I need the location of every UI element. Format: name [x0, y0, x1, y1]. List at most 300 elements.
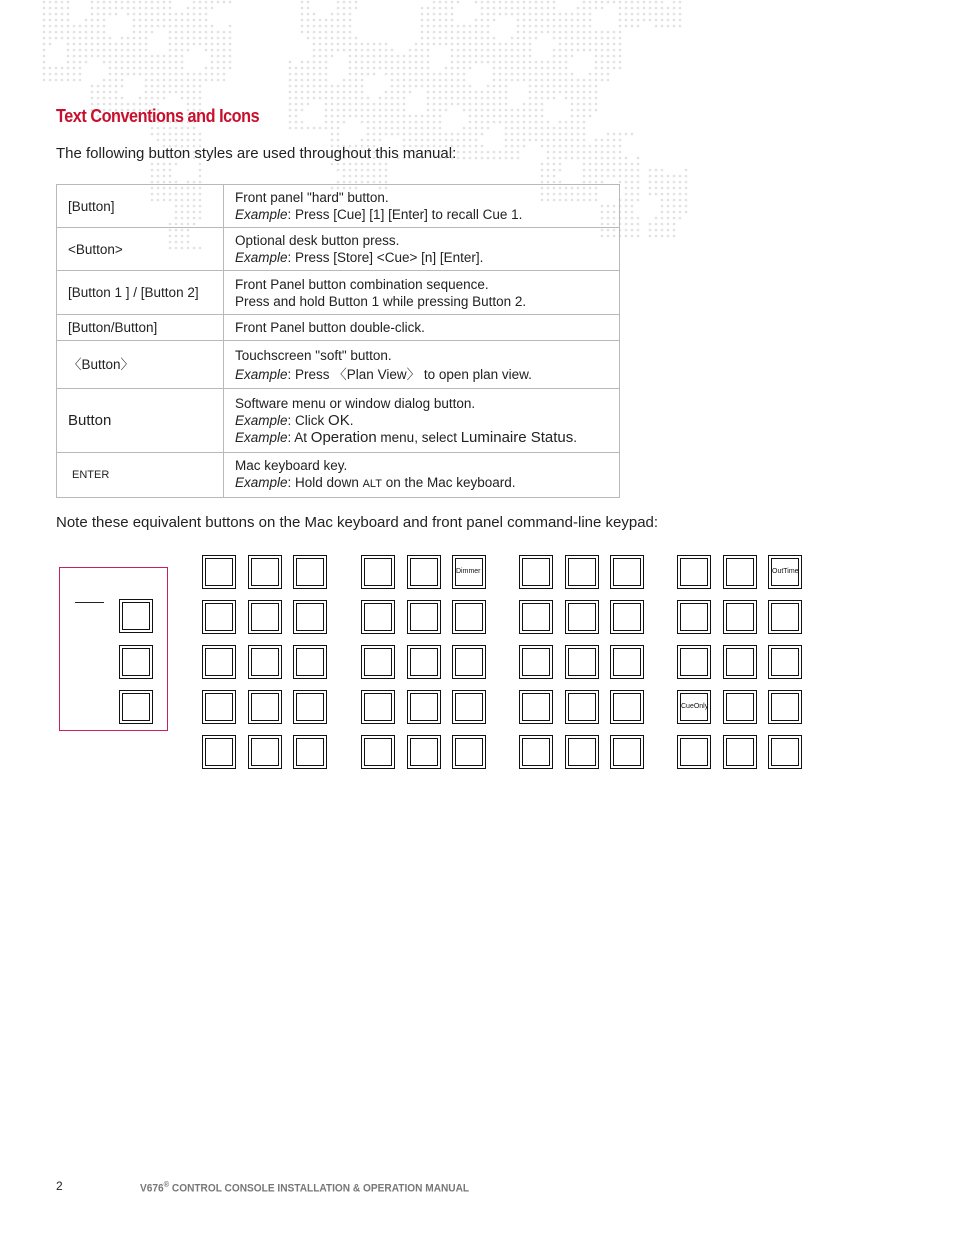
- map-dot: [127, 43, 130, 46]
- map-dot: [49, 7, 52, 10]
- map-dot: [229, 25, 232, 28]
- map-dot: [661, 211, 664, 214]
- map-dot: [505, 13, 508, 16]
- map-dot: [73, 25, 76, 28]
- map-dot: [583, 91, 586, 94]
- map-dot: [625, 133, 628, 136]
- map-dot: [79, 25, 82, 28]
- map-dot: [49, 73, 52, 76]
- keypad-key: [565, 600, 599, 634]
- map-dot: [421, 85, 424, 88]
- map-dot: [289, 127, 292, 130]
- map-dot: [559, 145, 562, 148]
- map-dot: [385, 121, 388, 124]
- map-dot: [619, 31, 622, 34]
- map-dot: [511, 13, 514, 16]
- map-dot: [541, 73, 544, 76]
- map-dot: [367, 175, 370, 178]
- map-dot: [553, 7, 556, 10]
- map-dot: [601, 79, 604, 82]
- map-dot: [583, 37, 586, 40]
- map-dot: [559, 19, 562, 22]
- map-dot: [313, 43, 316, 46]
- map-dot: [361, 115, 364, 118]
- map-dot: [325, 103, 328, 106]
- map-dot: [421, 13, 424, 16]
- map-dot: [547, 169, 550, 172]
- map-dot: [355, 181, 358, 184]
- map-dot: [349, 37, 352, 40]
- map-dot: [529, 121, 532, 124]
- map-dot: [571, 91, 574, 94]
- map-dot: [73, 61, 76, 64]
- map-dot: [589, 103, 592, 106]
- map-dot: [391, 97, 394, 100]
- map-dot: [445, 19, 448, 22]
- keypad-key: [361, 735, 395, 769]
- map-dot: [343, 25, 346, 28]
- map-dot: [523, 121, 526, 124]
- map-dot: [199, 25, 202, 28]
- map-dot: [499, 85, 502, 88]
- map-dot: [571, 109, 574, 112]
- map-dot: [325, 19, 328, 22]
- table-row: [57, 389, 620, 453]
- map-dot: [193, 79, 196, 82]
- map-dot: [67, 1, 70, 4]
- map-dot: [187, 97, 190, 100]
- keypad-key: [519, 690, 553, 724]
- map-dot: [91, 103, 94, 106]
- map-dot: [607, 37, 610, 40]
- map-dot: [625, 217, 628, 220]
- map-dot: [583, 19, 586, 22]
- map-dot: [499, 79, 502, 82]
- map-dot: [487, 31, 490, 34]
- map-dot: [211, 73, 214, 76]
- map-dot: [427, 121, 430, 124]
- map-dot: [193, 1, 196, 4]
- map-dot: [79, 55, 82, 58]
- map-dot: [565, 43, 568, 46]
- map-dot: [487, 37, 490, 40]
- map-dot: [673, 175, 676, 178]
- map-dot: [577, 151, 580, 154]
- map-dot: [91, 43, 94, 46]
- map-dot: [391, 55, 394, 58]
- map-dot: [535, 79, 538, 82]
- map-dot: [541, 61, 544, 64]
- map-dot: [571, 31, 574, 34]
- map-dot: [109, 97, 112, 100]
- map-dot: [109, 67, 112, 70]
- map-dot: [625, 169, 628, 172]
- map-dot: [193, 97, 196, 100]
- map-dot: [535, 37, 538, 40]
- map-dot: [487, 121, 490, 124]
- map-dot: [613, 145, 616, 148]
- keypad-key: [768, 555, 802, 589]
- map-dot: [295, 79, 298, 82]
- map-dot: [553, 157, 556, 160]
- map-dot: [211, 7, 214, 10]
- map-dot: [175, 31, 178, 34]
- map-dot: [349, 55, 352, 58]
- map-dot: [505, 79, 508, 82]
- map-dot: [109, 85, 112, 88]
- map-dot: [619, 139, 622, 142]
- map-dot: [373, 109, 376, 112]
- map-dot: [583, 151, 586, 154]
- map-dot: [139, 13, 142, 16]
- map-dot: [607, 31, 610, 34]
- map-dot: [679, 205, 682, 208]
- map-dot: [673, 19, 676, 22]
- map-dot: [637, 19, 640, 22]
- map-dot: [427, 67, 430, 70]
- map-dot: [205, 25, 208, 28]
- map-dot: [481, 1, 484, 4]
- map-dot: [463, 79, 466, 82]
- map-dot: [97, 25, 100, 28]
- map-dot: [523, 145, 526, 148]
- map-dot: [361, 55, 364, 58]
- map-dot: [49, 31, 52, 34]
- map-dot: [463, 85, 466, 88]
- map-dot: [451, 91, 454, 94]
- map-dot: [547, 181, 550, 184]
- map-dot: [319, 67, 322, 70]
- map-dot: [397, 85, 400, 88]
- map-dot: [595, 91, 598, 94]
- keypad-key: [519, 645, 553, 679]
- map-dot: [571, 25, 574, 28]
- map-dot: [427, 127, 430, 130]
- map-dot: [457, 151, 460, 154]
- map-dot: [313, 31, 316, 34]
- map-dot: [649, 13, 652, 16]
- map-dot: [163, 127, 166, 130]
- map-dot: [289, 91, 292, 94]
- map-dot: [67, 79, 70, 82]
- map-dot: [61, 19, 64, 22]
- convention-label: [Button 1 ] / [Button 2]: [57, 271, 224, 315]
- map-dot: [535, 61, 538, 64]
- map-dot: [589, 175, 592, 178]
- map-dot: [481, 19, 484, 22]
- map-dot: [331, 139, 334, 142]
- map-dot: [229, 43, 232, 46]
- map-dot: [325, 79, 328, 82]
- map-dot: [325, 43, 328, 46]
- map-dot: [631, 169, 634, 172]
- map-dot: [667, 205, 670, 208]
- map-dot: [469, 133, 472, 136]
- map-dot: [181, 139, 184, 142]
- map-dot: [325, 115, 328, 118]
- map-dot: [211, 31, 214, 34]
- map-dot: [547, 73, 550, 76]
- map-dot: [541, 121, 544, 124]
- map-dot: [565, 79, 568, 82]
- map-dot: [337, 1, 340, 4]
- map-dot: [49, 43, 52, 46]
- map-dot: [331, 91, 334, 94]
- map-dot: [523, 61, 526, 64]
- map-dot: [163, 79, 166, 82]
- map-dot: [559, 91, 562, 94]
- map-dot: [145, 19, 148, 22]
- map-dot: [403, 91, 406, 94]
- map-dot: [421, 121, 424, 124]
- map-dot: [301, 19, 304, 22]
- example-text: : At: [287, 430, 311, 445]
- map-dot: [493, 37, 496, 40]
- map-dot: [211, 55, 214, 58]
- map-dot: [229, 61, 232, 64]
- map-dot: [451, 55, 454, 58]
- map-dot: [163, 61, 166, 64]
- map-dot: [133, 103, 136, 106]
- map-dot: [79, 37, 82, 40]
- map-dot: [103, 37, 106, 40]
- map-dot: [541, 1, 544, 4]
- map-dot: [205, 79, 208, 82]
- map-dot: [457, 61, 460, 64]
- map-dot: [517, 151, 520, 154]
- map-dot: [661, 1, 664, 4]
- map-dot: [211, 1, 214, 4]
- map-dot: [619, 19, 622, 22]
- map-dot: [307, 73, 310, 76]
- map-dot: [559, 67, 562, 70]
- map-dot: [445, 91, 448, 94]
- map-dot: [199, 79, 202, 82]
- map-dot: [607, 163, 610, 166]
- map-dot: [457, 103, 460, 106]
- example-line: [235, 206, 608, 223]
- map-dot: [103, 13, 106, 16]
- map-dot: [649, 187, 652, 190]
- map-dot: [145, 49, 148, 52]
- map-dot: [451, 97, 454, 100]
- map-dot: [301, 109, 304, 112]
- keypad-key: [610, 735, 644, 769]
- map-dot: [349, 85, 352, 88]
- map-dot: [475, 31, 478, 34]
- map-dot: [577, 25, 580, 28]
- keypad-key: [407, 735, 441, 769]
- map-dot: [493, 67, 496, 70]
- map-dot: [187, 103, 190, 106]
- map-dot: [385, 43, 388, 46]
- map-dot: [619, 67, 622, 70]
- soft-button-text: 〈Plan View〉: [333, 366, 421, 382]
- map-dot: [523, 127, 526, 130]
- map-dot: [169, 85, 172, 88]
- map-dot: [403, 103, 406, 106]
- keypad-key: [519, 555, 553, 589]
- map-dot: [583, 181, 586, 184]
- table-row: [57, 341, 620, 389]
- map-dot: [631, 7, 634, 10]
- map-dot: [571, 19, 574, 22]
- example-label: Example: [235, 430, 288, 445]
- map-dot: [589, 169, 592, 172]
- map-dot: [175, 61, 178, 64]
- map-dot: [97, 55, 100, 58]
- map-dot: [631, 217, 634, 220]
- map-dot: [97, 37, 100, 40]
- map-dot: [589, 43, 592, 46]
- map-dot: [673, 199, 676, 202]
- keypad-key: [407, 600, 441, 634]
- map-dot: [43, 7, 46, 10]
- map-dot: [325, 31, 328, 34]
- map-dot: [505, 61, 508, 64]
- map-dot: [319, 97, 322, 100]
- map-dot: [337, 103, 340, 106]
- map-dot: [295, 121, 298, 124]
- map-dot: [505, 157, 508, 160]
- map-dot: [505, 49, 508, 52]
- map-dot: [631, 205, 634, 208]
- map-dot: [151, 97, 154, 100]
- map-dot: [457, 157, 460, 160]
- map-dot: [199, 31, 202, 34]
- map-dot: [577, 97, 580, 100]
- map-dot: [595, 109, 598, 112]
- map-dot: [481, 103, 484, 106]
- map-dot: [403, 133, 406, 136]
- map-dot: [583, 145, 586, 148]
- map-dot: [427, 133, 430, 136]
- map-dot: [457, 91, 460, 94]
- map-dot: [679, 217, 682, 220]
- map-dot: [559, 61, 562, 64]
- keypad-key: [519, 735, 553, 769]
- map-dot: [133, 73, 136, 76]
- map-dot: [121, 73, 124, 76]
- map-dot: [475, 139, 478, 142]
- map-dot: [373, 169, 376, 172]
- map-dot: [73, 49, 76, 52]
- map-dot: [601, 49, 604, 52]
- map-dot: [139, 19, 142, 22]
- map-dot: [481, 121, 484, 124]
- map-dot: [553, 1, 556, 4]
- map-dot: [397, 115, 400, 118]
- map-dot: [589, 13, 592, 16]
- map-dot: [673, 229, 676, 232]
- map-dot: [397, 73, 400, 76]
- map-dot: [541, 145, 544, 148]
- map-dot: [115, 73, 118, 76]
- map-dot: [61, 25, 64, 28]
- map-dot: [427, 115, 430, 118]
- map-dot: [571, 139, 574, 142]
- keypad-key: [768, 645, 802, 679]
- map-dot: [499, 151, 502, 154]
- map-dot: [529, 7, 532, 10]
- map-dot: [475, 25, 478, 28]
- map-dot: [61, 67, 64, 70]
- map-dot: [451, 67, 454, 70]
- map-dot: [163, 1, 166, 4]
- map-dot: [151, 55, 154, 58]
- map-dot: [49, 25, 52, 28]
- map-dot: [301, 79, 304, 82]
- map-dot: [511, 121, 514, 124]
- map-dot: [397, 91, 400, 94]
- map-dot: [523, 49, 526, 52]
- map-dot: [667, 199, 670, 202]
- map-dot: [355, 169, 358, 172]
- map-dot: [193, 7, 196, 10]
- map-dot: [421, 7, 424, 10]
- map-dot: [655, 217, 658, 220]
- map-dot: [319, 19, 322, 22]
- map-dot: [595, 73, 598, 76]
- map-dot: [355, 91, 358, 94]
- map-dot: [151, 91, 154, 94]
- keypad-key: [361, 690, 395, 724]
- map-dot: [139, 37, 142, 40]
- map-dot: [217, 37, 220, 40]
- map-dot: [397, 133, 400, 136]
- map-dot: [301, 103, 304, 106]
- map-dot: [661, 223, 664, 226]
- map-dot: [403, 61, 406, 64]
- map-dot: [187, 13, 190, 16]
- map-dot: [655, 13, 658, 16]
- map-dot: [511, 151, 514, 154]
- map-dot: [145, 103, 148, 106]
- map-dot: [379, 169, 382, 172]
- keypad-key: [452, 735, 486, 769]
- map-dot: [571, 13, 574, 16]
- key-label: CueOnly: [681, 703, 709, 710]
- map-dot: [469, 121, 472, 124]
- mac-key-text: ALT: [362, 478, 382, 490]
- map-dot: [619, 169, 622, 172]
- map-dot: [589, 181, 592, 184]
- map-dot: [577, 103, 580, 106]
- map-dot: [451, 7, 454, 10]
- map-dot: [289, 109, 292, 112]
- map-dot: [133, 31, 136, 34]
- map-dot: [517, 139, 520, 142]
- map-dot: [427, 85, 430, 88]
- map-dot: [451, 13, 454, 16]
- map-dot: [463, 25, 466, 28]
- convention-label: [Button]: [57, 185, 224, 228]
- map-dot: [565, 157, 568, 160]
- map-dot: [145, 7, 148, 10]
- map-dot: [439, 115, 442, 118]
- map-dot: [499, 61, 502, 64]
- example-label: Example: [235, 207, 288, 222]
- map-dot: [67, 31, 70, 34]
- map-dot: [553, 133, 556, 136]
- map-dot: [67, 49, 70, 52]
- map-dot: [193, 31, 196, 34]
- map-dot: [493, 55, 496, 58]
- map-dot: [529, 85, 532, 88]
- keypad-key: [202, 645, 236, 679]
- map-dot: [367, 181, 370, 184]
- map-dot: [505, 103, 508, 106]
